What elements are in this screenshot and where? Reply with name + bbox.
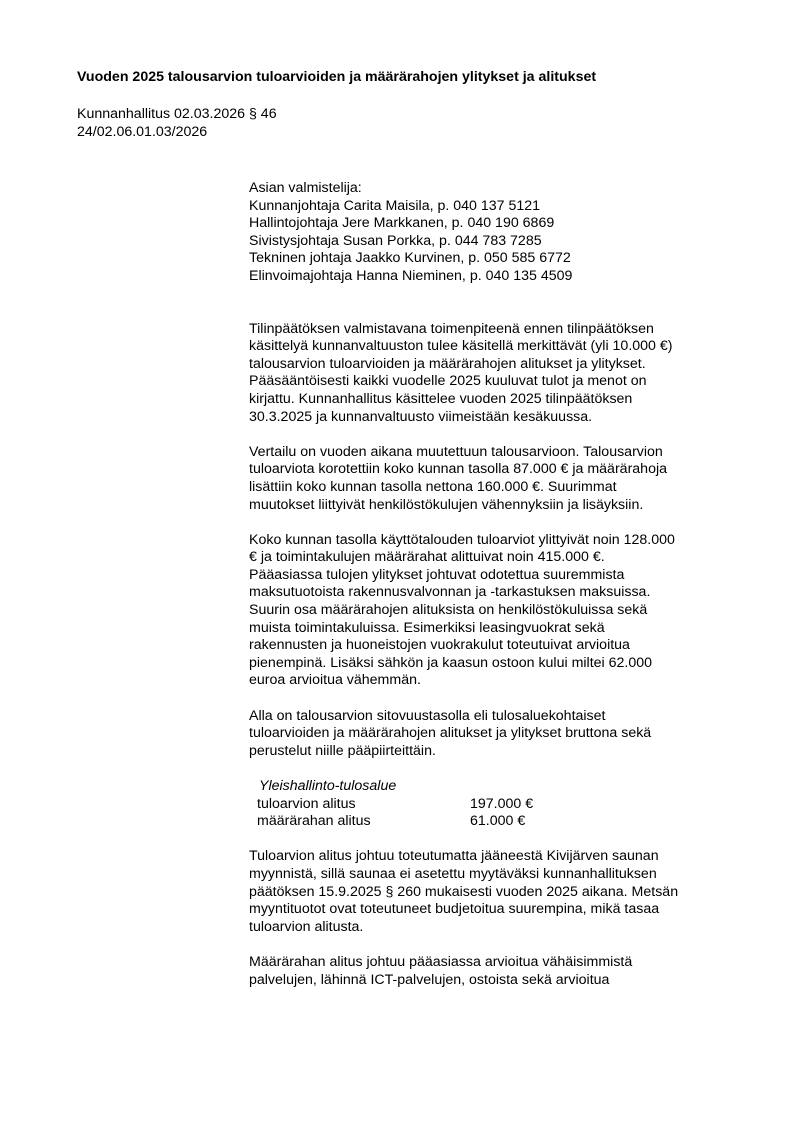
paragraph: [249, 532, 749, 690]
text-line: Suurin osa määrärahojen alituksista on henkilöstökuluissa sekä: [249, 602, 648, 619]
text-line: tuloarvioiden ja määrärahojen alitukset ja ylitykset bruttona sekä: [249, 725, 652, 742]
meeting-reference: Kunnanhallitus 02.03.2026 § 46: [77, 106, 277, 122]
row-label: määrärahan alitus: [257, 813, 371, 830]
budget-row: [257, 796, 749, 814]
text-line: Alla on talousarvion sitovuustasolla eli tulosaluekohtaiset: [249, 707, 606, 724]
preparers-heading: Asian valmistelija:: [249, 180, 362, 196]
text-line: käsittelyä kunnanvaltuuston tulee käsitellä merkittävät (yli 10.000 €): [249, 338, 673, 355]
body-column: [249, 180, 749, 1007]
row-value: 197.000 €: [470, 795, 534, 812]
text-line: päätöksen 15.9.2025 § 260 mukaisesti vuoden 2025 aikana. Metsän: [249, 883, 679, 900]
text-line: Tilinpäätöksen valmistavana toimenpiteenä ennen tilinpäätöksen: [249, 320, 654, 337]
text-line: Pääsääntöisesti kaikki vuodelle 2025 kuuluvat tulot ja menot on: [249, 373, 647, 390]
diary-number: 24/02.06.01.03/2026: [77, 123, 208, 140]
preparers-block: [249, 180, 749, 286]
preparer-line: Sivistysjohtaja Susan Porkka, p. 044 783 7285: [249, 232, 542, 249]
preparer-line: Tekninen johtaja Jaakko Kurvinen, p. 050 585 6772: [249, 250, 571, 267]
text-line: euroa arvioitua vähemmän.: [249, 672, 421, 689]
paragraph: [249, 954, 749, 989]
text-line: Määrärahan alitus johtuu pääasiassa arvioitua vähäisimmistä: [249, 953, 633, 970]
paragraph: [249, 444, 749, 514]
budget-section: [257, 778, 749, 831]
text-line: myynnistä, sillä saunaa ei asetettu myytäväksi kunnanhallituksen: [249, 865, 657, 882]
text-line: maksutuotoista rakennusvalvonnan ja -tarkastuksen maksuissa.: [249, 584, 651, 601]
preparer-line: Elinvoimajohtaja Hanna Nieminen, p. 040 135 4509: [249, 267, 573, 284]
text-line: Koko kunnan tasolla käyttötalouden tuloarviot ylittyivät noin 128.000: [249, 531, 675, 548]
section-title: Yleishallinto-tulosalue: [259, 778, 397, 794]
text-line: Tuloarvion alitus johtuu toteutumatta jääneestä Kivijärven saunan: [249, 848, 659, 865]
text-line: tuloarviota korotettiin koko kunnan tasolla 87.000 € ja määrärahoja: [249, 461, 668, 478]
text-line: perustelut niille pääpiirteittäin.: [249, 742, 436, 759]
preparer-line: Hallintojohtaja Jere Markkanen, p. 040 190 6869: [249, 215, 555, 232]
text-line: palvelujen, lähinnä ICT-palvelujen, ostoista sekä arvioitua: [249, 971, 610, 988]
text-line: muista toimintakuluissa. Esimerkiksi leasingvuokrat sekä: [249, 619, 605, 636]
meta-block: [77, 106, 277, 141]
text-line: talousarvion tuloarvioiden ja määrärahojen alitukset ja ylitykset.: [249, 355, 646, 372]
text-line: tuloarvion alitusta.: [249, 918, 364, 935]
document-title: Vuoden 2025 talousarvion tuloarvioiden ja määrärahojen ylitykset ja alitukset: [77, 69, 597, 85]
budget-row: [257, 813, 749, 831]
text-line: lisättiin koko kunnan tasolla nettona 160.000 €. Suurimmat: [249, 478, 617, 495]
row-label: tuloarvion alitus: [257, 795, 356, 812]
text-line: Pääasiassa tulojen ylitykset johtuvat odotettua suuremmista: [249, 566, 625, 583]
row-value: 61.000 €: [470, 813, 526, 830]
text-line: rakennusten ja huoneistojen vuokrakulut toteutuivat arvioitua: [249, 637, 630, 654]
text-line: myyntituotot ovat toteutuneet budjetoitua suurempina, mikä tasaa: [249, 901, 660, 918]
text-line: muutokset liittyivät henkilöstökulujen vähennyksiin ja lisäyksiin.: [249, 496, 644, 513]
paragraph: [249, 848, 749, 936]
text-line: kirjattu. Kunnanhallitus käsittelee vuoden 2025 tilinpäätöksen: [249, 390, 633, 407]
paragraph: [249, 708, 749, 761]
text-line: € ja toimintakulujen määrärahat alittuivat noin 415.000 €.: [249, 549, 605, 566]
paragraph: [249, 321, 749, 427]
text-line: pienempinä. Lisäksi sähkön ja kaasun ostoon kului miltei 62.000: [249, 654, 653, 671]
preparer-line: Kunnanjohtaja Carita Maisila, p. 040 137 5121: [249, 197, 541, 214]
text-line: 30.3.2025 ja kunnanvaltuusto viimeistään kesäkuussa.: [249, 408, 593, 425]
text-line: Vertailu on vuoden aikana muutettuun talousarvioon. Talousarvion: [249, 443, 663, 460]
